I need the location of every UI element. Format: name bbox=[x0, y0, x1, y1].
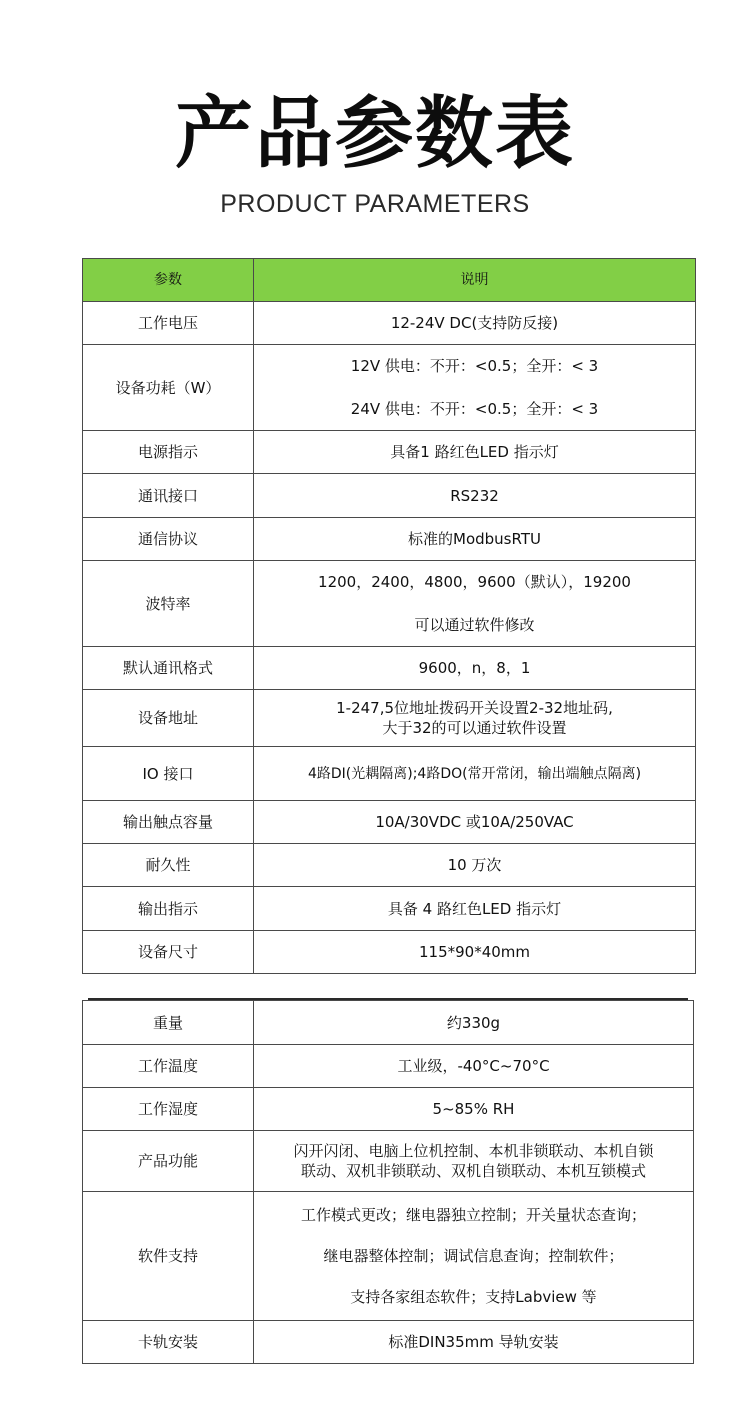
value-line: 标准DIN35mm 导轨安装 bbox=[388, 1333, 559, 1351]
param-value bbox=[254, 518, 696, 561]
param-value bbox=[254, 1001, 694, 1045]
param-name: 卡轨安装 bbox=[83, 1321, 254, 1364]
table-row bbox=[83, 518, 696, 561]
param-value bbox=[254, 647, 696, 690]
value-line: 5~85% RH bbox=[432, 1100, 515, 1118]
value-line: 支持各家组态软件；支持Labview 等 bbox=[350, 1288, 597, 1306]
param-name: 工作温度 bbox=[83, 1045, 254, 1088]
param-name: 波特率 bbox=[83, 561, 254, 647]
value-line: 10A/30VDC 或10A/250VAC bbox=[375, 813, 574, 831]
table-row bbox=[83, 931, 696, 974]
table-row bbox=[83, 844, 696, 887]
param-value bbox=[254, 1088, 694, 1131]
table-row bbox=[83, 1045, 694, 1088]
value-line: 9600，n，8，1 bbox=[418, 659, 531, 677]
param-value bbox=[254, 690, 696, 747]
param-name: 电源指示 bbox=[83, 431, 254, 474]
table-row bbox=[83, 474, 696, 518]
param-value bbox=[254, 302, 696, 345]
value-line: 联动、双机非锁联动、双机自锁联动、本机互锁模式 bbox=[300, 1162, 646, 1180]
table-row bbox=[83, 690, 696, 747]
param-value bbox=[254, 345, 696, 431]
table-row bbox=[83, 1192, 694, 1321]
table-row bbox=[83, 1131, 694, 1192]
value-line: 4路DI(光耦隔离);4路DO(常开常闭，输出端触点隔离) bbox=[307, 765, 642, 782]
param-value bbox=[254, 887, 696, 931]
value-line: 可以通过软件修改 bbox=[414, 616, 535, 634]
value-line: 10 万次 bbox=[447, 856, 502, 874]
param-name: 通信协议 bbox=[83, 518, 254, 561]
param-value bbox=[254, 1192, 694, 1321]
value-line: 继电器整体控制；调试信息查询；控制软件； bbox=[323, 1247, 624, 1265]
param-name: 输出触点容量 bbox=[83, 801, 254, 844]
value-line: 工业级，-40°C~70°C bbox=[397, 1057, 550, 1075]
param-value bbox=[254, 801, 696, 844]
header-param: 参数 bbox=[83, 259, 254, 302]
table-row bbox=[83, 561, 696, 647]
value-line: 1200，2400，4800，9600（默认），19200 bbox=[318, 573, 631, 591]
parameters-table-2 bbox=[82, 1000, 694, 1364]
value-line: 工作模式更改；继电器独立控制；开关量状态查询； bbox=[300, 1206, 646, 1224]
value-line: 大于32的可以通过软件设置 bbox=[382, 719, 567, 737]
table-row bbox=[83, 1321, 694, 1364]
table-row bbox=[83, 302, 696, 345]
param-name: 设备尺寸 bbox=[83, 931, 254, 974]
parameters-table-1 bbox=[82, 258, 696, 974]
param-name: 重量 bbox=[83, 1001, 254, 1045]
param-name: 通讯接口 bbox=[83, 474, 254, 518]
param-name: IO 接口 bbox=[83, 747, 254, 801]
param-value bbox=[254, 431, 696, 474]
param-value bbox=[254, 931, 696, 974]
header-desc: 说明 bbox=[254, 259, 696, 302]
param-name: 设备功耗（W） bbox=[83, 345, 254, 431]
param-value bbox=[254, 1321, 694, 1364]
param-value bbox=[254, 747, 696, 801]
table-row bbox=[83, 1001, 694, 1045]
param-name: 工作电压 bbox=[83, 302, 254, 345]
value-line: 115*90*40mm bbox=[418, 943, 531, 961]
param-name: 默认通讯格式 bbox=[83, 647, 254, 690]
value-line: 约330g bbox=[446, 1013, 501, 1032]
value-line: 标准的ModbusRTU bbox=[408, 530, 541, 548]
value-line: 1-247,5位地址拨码开关设置2-32地址码, bbox=[336, 699, 613, 717]
value-line: 12V 供电：不开：<0.5；全开：< 3 bbox=[350, 357, 599, 375]
value-line: 24V 供电：不开：<0.5；全开：< 3 bbox=[350, 400, 599, 418]
table-row bbox=[83, 345, 696, 431]
table-row bbox=[83, 801, 696, 844]
param-name: 软件支持 bbox=[83, 1192, 254, 1321]
value-line: 具备1 路红色LED 指示灯 bbox=[390, 443, 559, 461]
value-line: 12-24V DC(支持防反接) bbox=[390, 314, 559, 332]
page-subtitle: PRODUCT PARAMETERS bbox=[220, 190, 530, 218]
table-row bbox=[83, 647, 696, 690]
value-line: RS232 bbox=[450, 486, 499, 505]
table-row bbox=[83, 747, 696, 801]
table-header-row bbox=[83, 259, 696, 302]
param-name: 工作湿度 bbox=[83, 1088, 254, 1131]
param-value bbox=[254, 844, 696, 887]
value-line: 闪开闪闭、电脑上位机控制、本机非锁联动、本机自锁 bbox=[293, 1142, 654, 1160]
table-row bbox=[83, 1088, 694, 1131]
param-value bbox=[254, 561, 696, 647]
table-row bbox=[83, 887, 696, 931]
param-value bbox=[254, 1131, 694, 1192]
param-name: 输出指示 bbox=[83, 887, 254, 931]
page-title: 产品参数表 bbox=[174, 89, 575, 179]
param-value bbox=[254, 1045, 694, 1088]
table-row bbox=[83, 431, 696, 474]
param-name: 设备地址 bbox=[83, 690, 254, 747]
param-value bbox=[254, 474, 696, 518]
param-name: 产品功能 bbox=[83, 1131, 254, 1192]
param-name: 耐久性 bbox=[83, 844, 254, 887]
value-line: 具备 4 路红色LED 指示灯 bbox=[387, 899, 562, 918]
